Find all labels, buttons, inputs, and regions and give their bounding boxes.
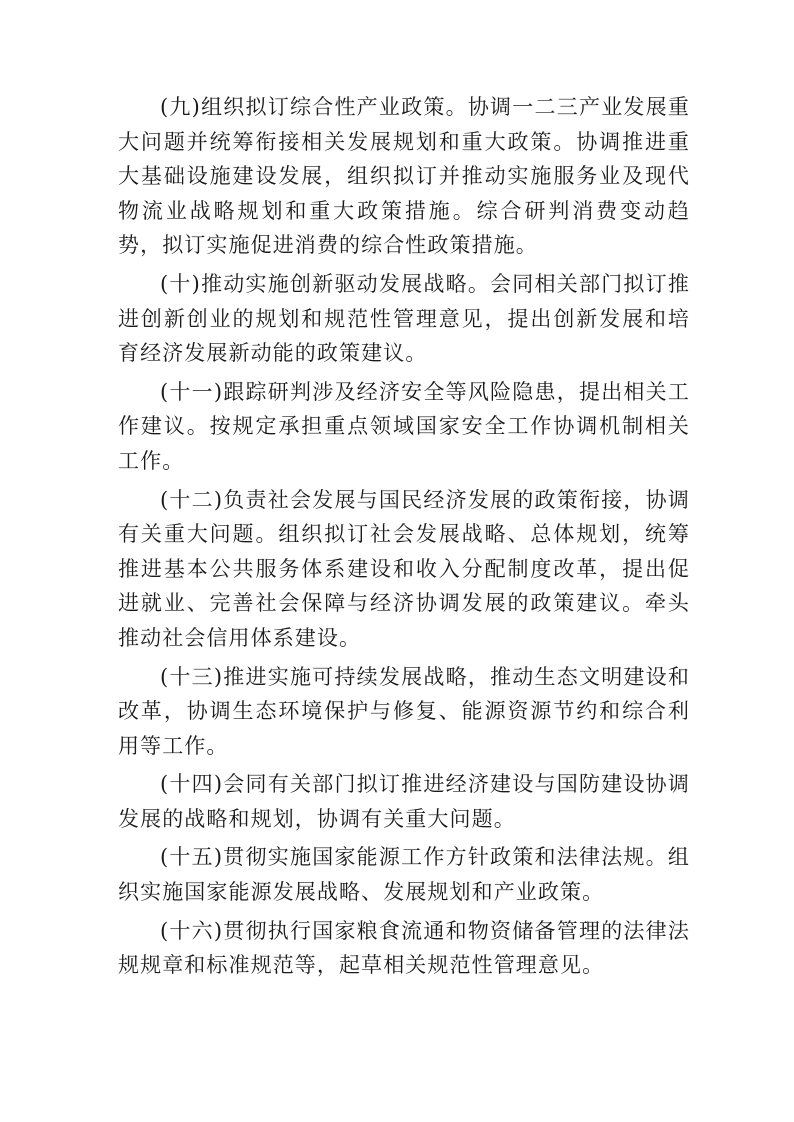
document-body <box>118 90 690 987</box>
paragraph-14: (十四)会同有关部门拟订推进经济建设与国防建设协调发展的战略和规划，协调有关重大问题。 <box>118 772 690 831</box>
paragraph-10: (十)推动实施创新驱动发展战略。会同相关部门拟订推进创新创业的规划和规范性管理意见，提出创新发展和培育经济发展新动能的政策建议。 <box>118 271 690 366</box>
paragraph-9: (九)组织拟订综合性产业政策。协调一二三产业发展重大问题并统筹衔接相关发展规划和重大政策。协调推进重大基础设施建设发展，组织拟订并推动实施服务业及现代物流业战略规划和重大政策措施。综合研判消费变动趋势，拟订实施促进消费的综合性政策措施。 <box>118 95 690 258</box>
paragraph-13: (十三)推进实施可持续发展战略，推动生态文明建设和改革，协调生态环境保护与修复、能源资源节约和综合利用等工作。 <box>118 664 690 758</box>
paragraph-12: (十二)负责社会发展与国民经济发展的政策衔接，协调有关重大问题。组织拟订社会发展战略、总体规划，统筹推进基本公共服务体系建设和收入分配制度改革，提出促进就业、完善社会保障与经济协调发展的政策建议。牵头推动社会信用体系建设。 <box>118 487 690 650</box>
paragraph-11: (十一)跟踪研判涉及经济安全等风险隐患，提出相关工作建议。按规定承担重点领域国家安全工作协调机制相关工作。 <box>118 379 690 473</box>
paragraph-16: (十六)贯彻执行国家粮食流通和物资储备管理的法律法规规章和标准规范等，起草相关规范性管理意见。 <box>118 918 690 978</box>
paragraph-15: (十五)贯彻实施国家能源工作方针政策和法律法规。组织实施国家能源发展战略、发展规划和产业政策。 <box>118 845 690 905</box>
